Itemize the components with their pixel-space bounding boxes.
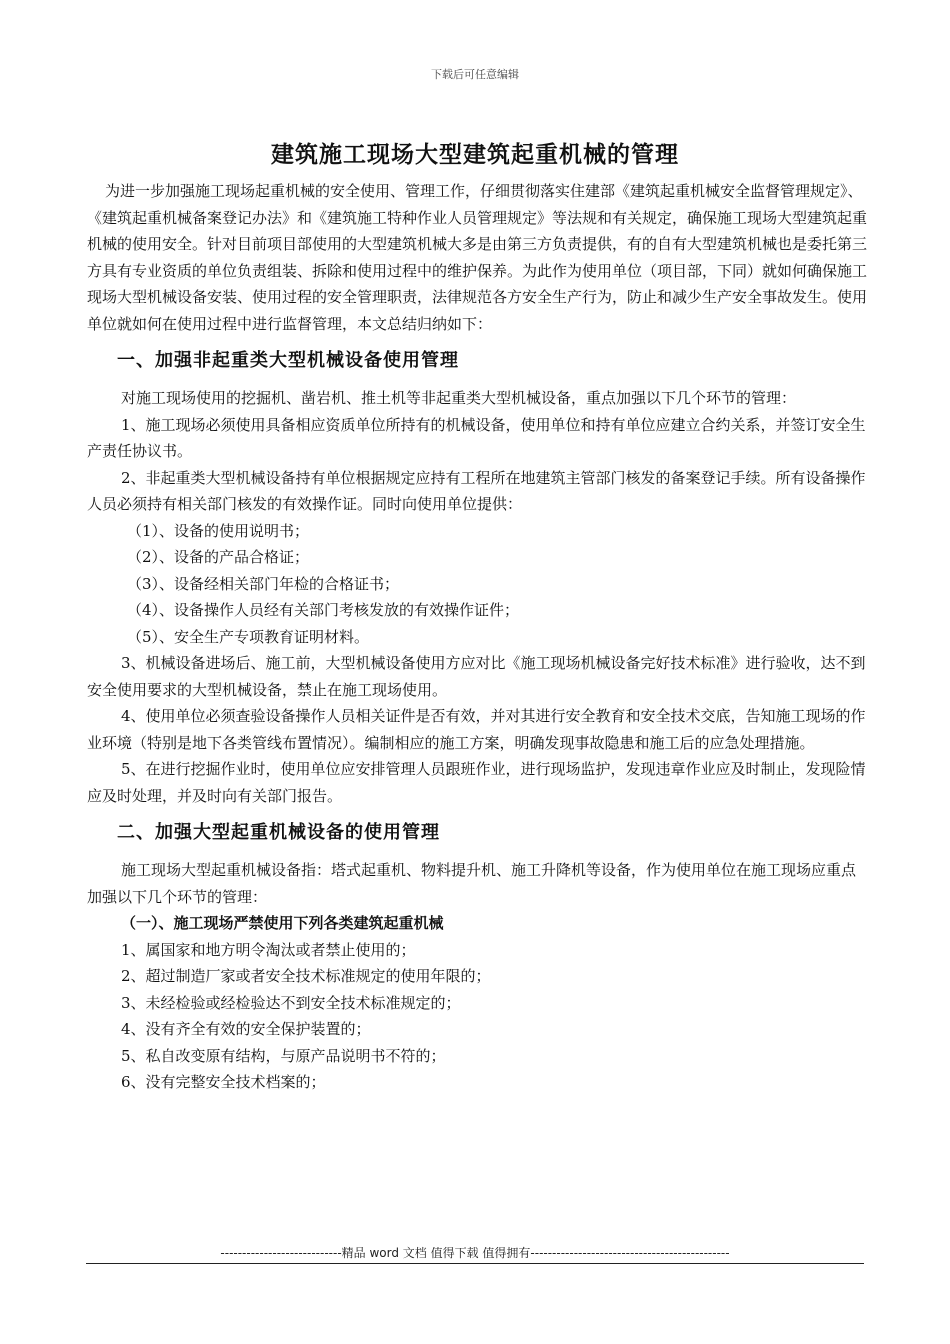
intro-paragraph: 为进一步加强施工现场起重机械的安全使用、管理工作，仔细贯彻落实住建部《建筑起重机械安全监督管理规定》、《建筑起重机械备案登记办法》和《建筑施工特种作业人员管理规定》等法规和有关规定，确保施工现场大型建筑起重机械的使用安全。针对目前项目部使用的大型建筑机械大多是由第三方负责提供，有的自有大型建筑机械也是委托第三方具有专业资质的单位负责组装、拆除和使用过程中的维护保养。为此作为使用单位（项目部，下同）就如何确保施工现场大型机械设备安装、使用过程的安全管理职责，法律规范各方安全生产行为，防止和减少生产安全事故发生。使用单位就如何在使用过程中进行监督管理，本文总结归纳如下： (87, 182, 868, 333)
prohibited-crane-item: 3、未经检验或经检验达不到安全技术标准规定的； (121, 993, 461, 1012)
provided-doc-item: （3）、设备经相关部门年检的合格证书； (127, 574, 400, 593)
prohibited-crane-item: 5、私自改变原有结构，与原产品说明书不符的； (121, 1046, 446, 1065)
prohibited-crane-item: 1、属国家和地方明令淘汰或者禁止使用的； (121, 940, 416, 959)
section-1-item-5: 5、在进行挖掘作业时，使用单位应安排管理人员跟班作业，进行现场监护，发现违章作业应及时制止，发现险情应及时处理，并及时向有关部门报告。 (87, 760, 866, 805)
provided-doc-item: （5）、安全生产专项教育证明材料。 (127, 627, 370, 646)
provided-doc-item: （4）、设备操作人员经有关部门考核发放的有效操作证件； (127, 601, 520, 619)
section-1-item-1: 1、施工现场必须使用具备相应资质单位所持有的机械设备，使用单位和持有单位应建立合约关系，并签订安全生产责任协议书。 (87, 415, 866, 460)
prohibited-crane-item: 2、超过制造厂家或者安全技术标准规定的使用年限的； (121, 967, 491, 985)
prohibited-crane-item: 4、没有齐全有效的安全保护装置的； (121, 1020, 371, 1038)
document-body (87, 178, 867, 1096)
provided-doc-item: （2）、设备的产品合格证； (127, 548, 310, 566)
section-1-item-4: 4、使用单位必须查验设备操作人员相关证件是否有效，并对其进行安全教育和安全技术交底，告知施工现场的作业环境（特别是地下各类管线布置情况）。编制相应的施工方案，明确发现事故隐患和施工后的应急处理措施。 (87, 707, 866, 752)
footer-divider (86, 1263, 864, 1264)
section-2-heading: 二、加强大型起重机械设备的使用管理 (117, 822, 440, 843)
prohibited-crane-item: 6、没有完整安全技术档案的； (121, 1073, 326, 1091)
section-1-item-2: 2、非起重类大型机械设备持有单位根据规定应持有工程所在地建筑主管部门核发的备案登记手续。所有设备操作人员必须持有相关部门核发的有效操作证。同时向使用单位提供： (87, 468, 866, 513)
header-note: 下载后可任意编辑 (431, 68, 519, 81)
section-1-intro: 对施工现场使用的挖掘机、凿岩机、推土机等非起重类大型机械设备，重点加强以下几个环节的管理： (121, 389, 797, 407)
footer-note: ----------------------------精品 word 文档 值得下载 值得拥有---------------------------------------------- (220, 1246, 730, 1260)
section-2-subheading: （一）、施工现场严禁使用下列各类建筑起重机械 (121, 914, 444, 932)
section-1-heading: 一、加强非起重类大型机械设备使用管理 (117, 350, 459, 371)
section-2-intro: 施工现场大型起重机械设备指：塔式起重机、物料提升机、施工升降机等设备，作为使用单位在施工现场应重点加强以下几个环节的管理： (87, 861, 857, 906)
provided-doc-item: （1）、设备的使用说明书； (127, 521, 310, 540)
section-1-item-3: 3、机械设备进场后、施工前，大型机械设备使用方应对比《施工现场机械设备完好技术标准》进行验收，达不到安全使用要求的大型机械设备，禁止在施工现场使用。 (87, 654, 866, 699)
document-title: 建筑施工现场大型建筑起重机械的管理 (271, 141, 679, 168)
